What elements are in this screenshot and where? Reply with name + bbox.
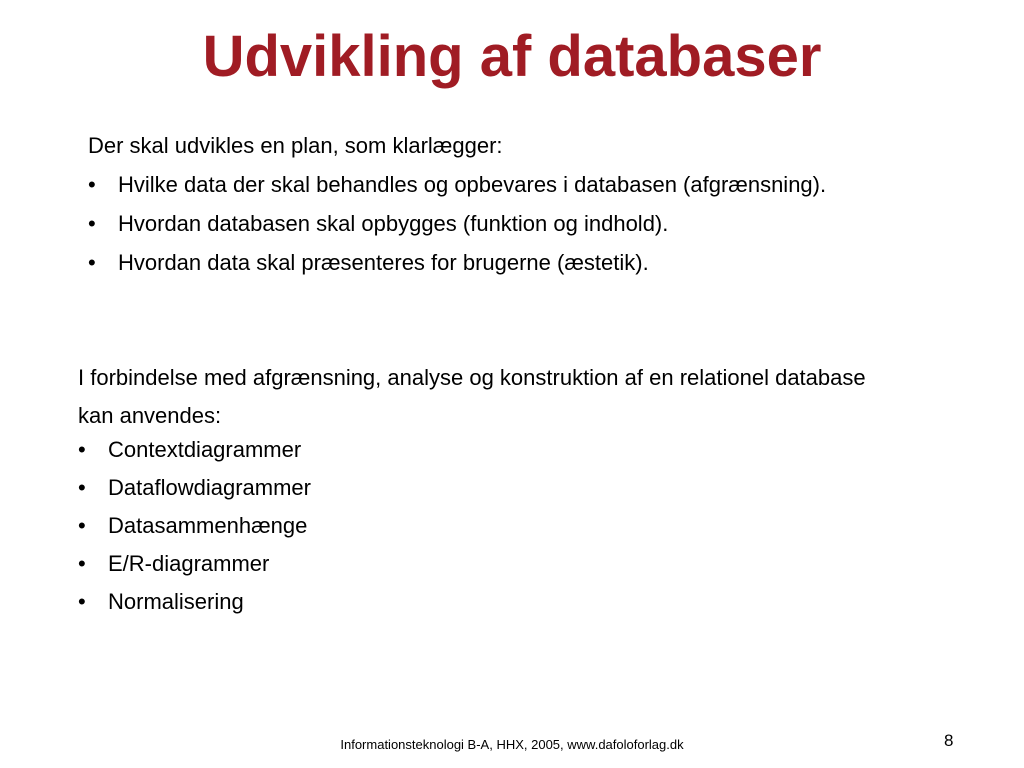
bullet-icon: • [78,551,86,576]
list-item [78,435,1008,465]
list-item-text: E/R-diagrammer [108,551,270,576]
content-section-plan [88,131,988,287]
list-item-text: Hvordan data skal præsenteres for brugerne (æstetik). [118,250,649,275]
list-item-text: Datasammenhænge [108,513,308,538]
bullet-icon: • [88,211,96,236]
list-item-text: Dataflowdiagrammer [108,475,311,500]
content-section-methods [78,359,1008,625]
bullet-icon: • [78,475,86,500]
list-item [78,511,1008,541]
slide-title: Udvikling af databaser [202,24,822,89]
section-intro-line-1: I forbindelse med afgrænsning, analyse og konstruktion af en relationel database [78,365,866,390]
page-number: 8 [944,731,954,750]
list-item [78,473,1008,503]
slide-footer: Informationsteknologi B-A, HHX, 2005, www.dafoloforlag.dk [340,737,684,752]
section-intro-line-2: kan anvendes: [78,403,222,428]
bullet-list [78,435,1008,617]
list-item [88,209,988,239]
list-item-text: Hvordan databasen skal opbygges (funktion og indhold). [118,211,669,236]
list-item-text: Hvilke data der skal behandles og opbevares i databasen (afgrænsning). [118,172,827,197]
bullet-icon: • [78,589,86,614]
bullet-list [88,170,988,278]
list-item [88,248,988,278]
bullet-icon: • [78,437,86,462]
list-item-text: Normalisering [108,589,244,614]
bullet-icon: • [88,172,96,197]
list-item [78,549,1008,579]
list-item [78,587,1008,617]
section-intro: Der skal udvikles en plan, som klarlægger: [88,133,503,158]
list-item [88,170,988,200]
list-item-text: Contextdiagrammer [108,437,302,462]
bullet-icon: • [78,513,86,538]
bullet-icon: • [88,250,96,275]
